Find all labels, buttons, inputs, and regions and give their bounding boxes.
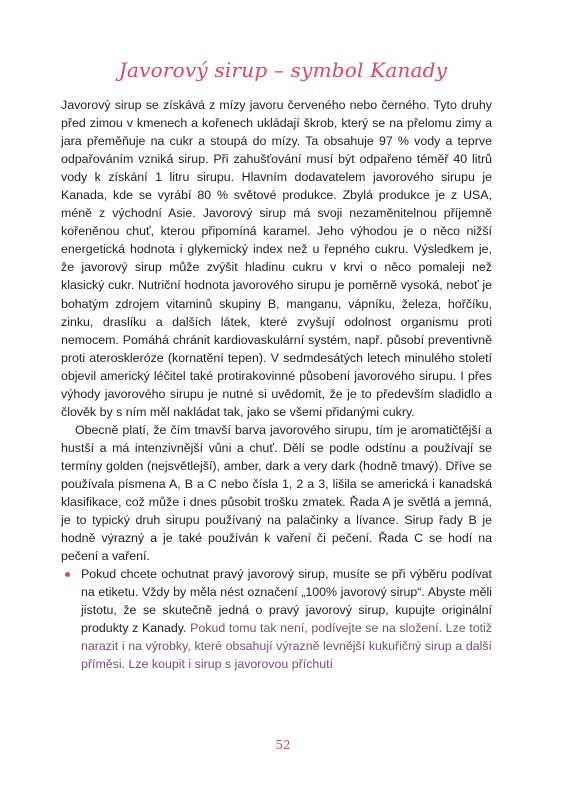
- tip-list: [61, 565, 492, 673]
- body-text: [61, 96, 492, 674]
- list-item: [61, 565, 492, 673]
- tip-text-main: Pokud chcete ochutnat pravý javorový sirup, musíte se při výběru podívat na etiketu. Vždy by měla nést označení „100% javorový sirup“. Abyste měli jistotu, že se skutečně jedná o pravý javorový sirup, kupujte originální produkty z Kanady.: [81, 567, 492, 636]
- paragraph-grades: Obecně platí, že čím tmavší barva javorového sirupu, tím je aromatičtější a hustší a má intenzivnější vůni a chuť. Dělí se podle odstínu a používají se termíny golden (nejsvětlejší), amber, dark a very dark (hodně tmavý). Dříve se používala písmena A, B a C nebo čísla 1, 2 a 3, lišila se americká i kanadská klasifikace, což může i dnes působit trošku zmatek. Řada A je světlá a jemná, je to typický druh sirupu používaný na palačinky a lívance. Sirup řady B je hodně výrazný a je také používán k vaření či pečení. Řada C se hodí na pečení a vaření.: [61, 422, 492, 564]
- page-title: Javorový sirup – symbol Kanady: [118, 58, 448, 82]
- tip-text-continued: Pokud tomu tak není, podívejte se na složení. Lze totiž narazit i na výrobky, které obsahují výrazně levnější kukuřičný sirup a další příměsi. Lze koupit i sirup s javorovou příchutí: [81, 621, 493, 672]
- page-number: 52: [275, 738, 291, 752]
- paragraph-intro: Javorový sirup se získává z mízy javoru červeného nebo černého. Tyto druhy před zimou v kmenech a kořenech ukládají škrob, který se na přelomu zimy a jara přeměňuje na cukr a stoupá do mízy. Ta obsahuje 97 % vody a teprve odpařováním vzniká sirup. Při zahušťování musí být odpařeno téměř 40 litrů vody k získání 1 litru sirupu. Hlavním dodavatelem javorového sirupu je Kanada, kde se vyrábí 80 % světové produkce. Zbylá produkce je z USA, méně z východní Asie. Javorový sirup má svoji nezaměnitelnou příjemně kořeněnou chuť, kterou připomíná karamel. Jeho výhodou je o něco nižší energetická hodnota i glykemický index než u řepného cukru. Výsledkem je, že javorový sirup může zvýšit hladinu cukru v krvi o něco pomaleji než klasický cukr. Nutriční hodnota javorového sirupu je poměrně vysoká, neboť je bohatým zdrojem vitaminů skupiny B, manganu, vápníku, železa, hořčíku, zinku, draslíku a dalších látek, které zvyšují odolnost organismu proti nemocem. Pomáhá chránit kardiovaskulární systém, např. působí preventivně proti ateroskleróze (kornatění tepen). V sedmdesátých letech minulého století objevil americký léčitel také protirakovinné působení javorového sirupu. I přes výhody javorového sirupu je nutné si uvědomit, že je to především sladidlo a člověk by s ním měl nakládat tak, jako se všemi přidanými cukry.: [61, 98, 492, 419]
- bullet-dot-icon: [65, 572, 70, 577]
